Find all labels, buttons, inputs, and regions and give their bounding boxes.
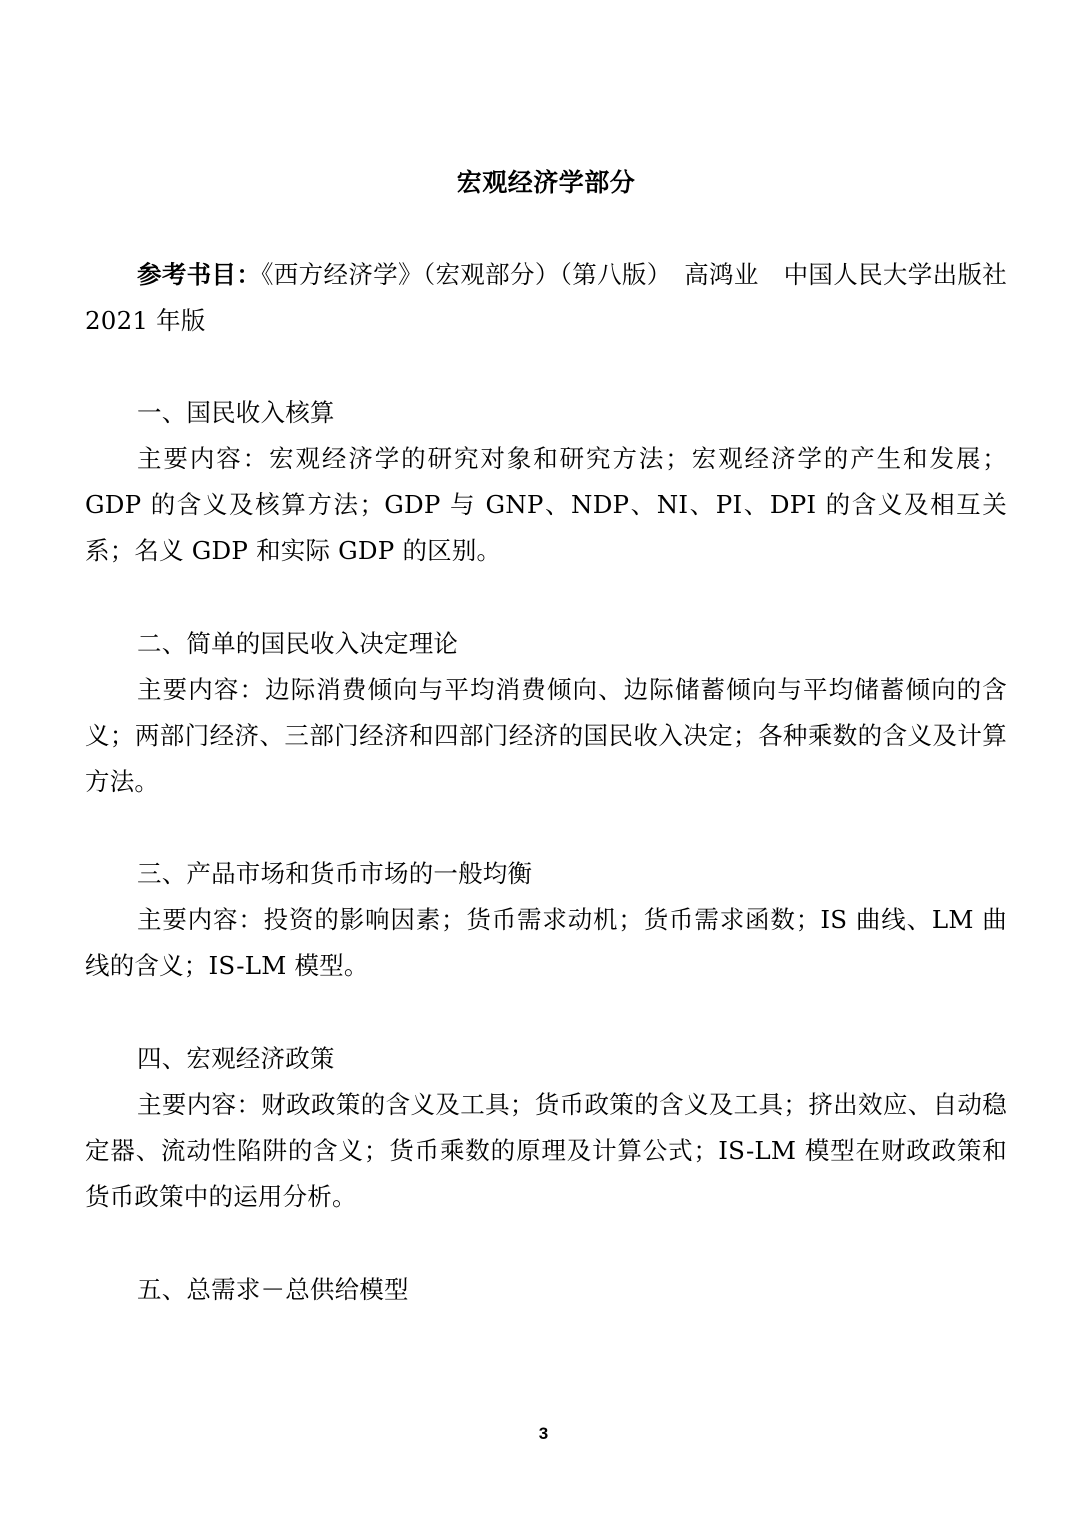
reference-book-block xyxy=(85,252,1007,344)
page-title: 宏观经济学部分 xyxy=(456,168,636,197)
section-body-1: 主要内容：宏观经济学的研究对象和研究方法；宏观经济学的产生和发展；GDP 的含义及核算方法；GDP 与 GNP、NDP、NI、PI、DPI 的含义及相互关系；名义 GDP 和实际 GDP 的区别。 xyxy=(85,444,1007,565)
reference-book-label: 参考书目： xyxy=(137,260,262,289)
section-spacer xyxy=(85,805,1007,851)
page-number: 3 xyxy=(538,1424,549,1443)
section-goods-money-market-equilibrium xyxy=(85,851,1007,989)
section-heading-3: 三、产品市场和货币市场的一般均衡 xyxy=(137,859,533,888)
section-body-4: 主要内容：财政政策的含义及工具；货币政策的含义及工具；挤出效应、自动稳定器、流动性陷阱的含义；货币乘数的原理及计算公式；IS-LM 模型在财政政策和货币政策中的运用分析。 xyxy=(85,1090,1007,1211)
reference-book-line xyxy=(85,252,1007,344)
section-heading-2: 二、简单的国民收入决定理论 xyxy=(137,629,459,658)
section-simple-income-determination xyxy=(85,621,1007,805)
section-body-3: 主要内容：投资的影响因素；货币需求动机；货币需求函数；IS 曲线、LM 曲线的含义；IS-LM 模型。 xyxy=(85,905,1007,980)
page-content xyxy=(85,0,1007,1313)
section-heading-1: 一、国民收入核算 xyxy=(137,398,335,427)
section-spacer xyxy=(85,989,1007,1036)
section-heading-4: 四、宏观经济政策 xyxy=(137,1044,335,1073)
section-ad-as-model xyxy=(85,1267,1007,1313)
reference-book-value: 《西方经济学》（宏观部分）（第八版） 高鸿业 中国人民大学出版社 2021 年版 xyxy=(85,260,1008,335)
section-national-income-accounting xyxy=(85,390,1007,574)
section-spacer xyxy=(85,574,1007,621)
section-heading-5: 五、总需求－总供给模型 xyxy=(137,1275,409,1304)
section-spacer xyxy=(85,1220,1007,1267)
section-spacer xyxy=(85,344,1007,390)
section-body-2: 主要内容：边际消费倾向与平均消费倾向、边际储蓄倾向与平均储蓄倾向的含义；两部门经济、三部门经济和四部门经济的国民收入决定；各种乘数的含义及计算方法。 xyxy=(85,675,1007,796)
section-macroeconomic-policy xyxy=(85,1036,1007,1220)
